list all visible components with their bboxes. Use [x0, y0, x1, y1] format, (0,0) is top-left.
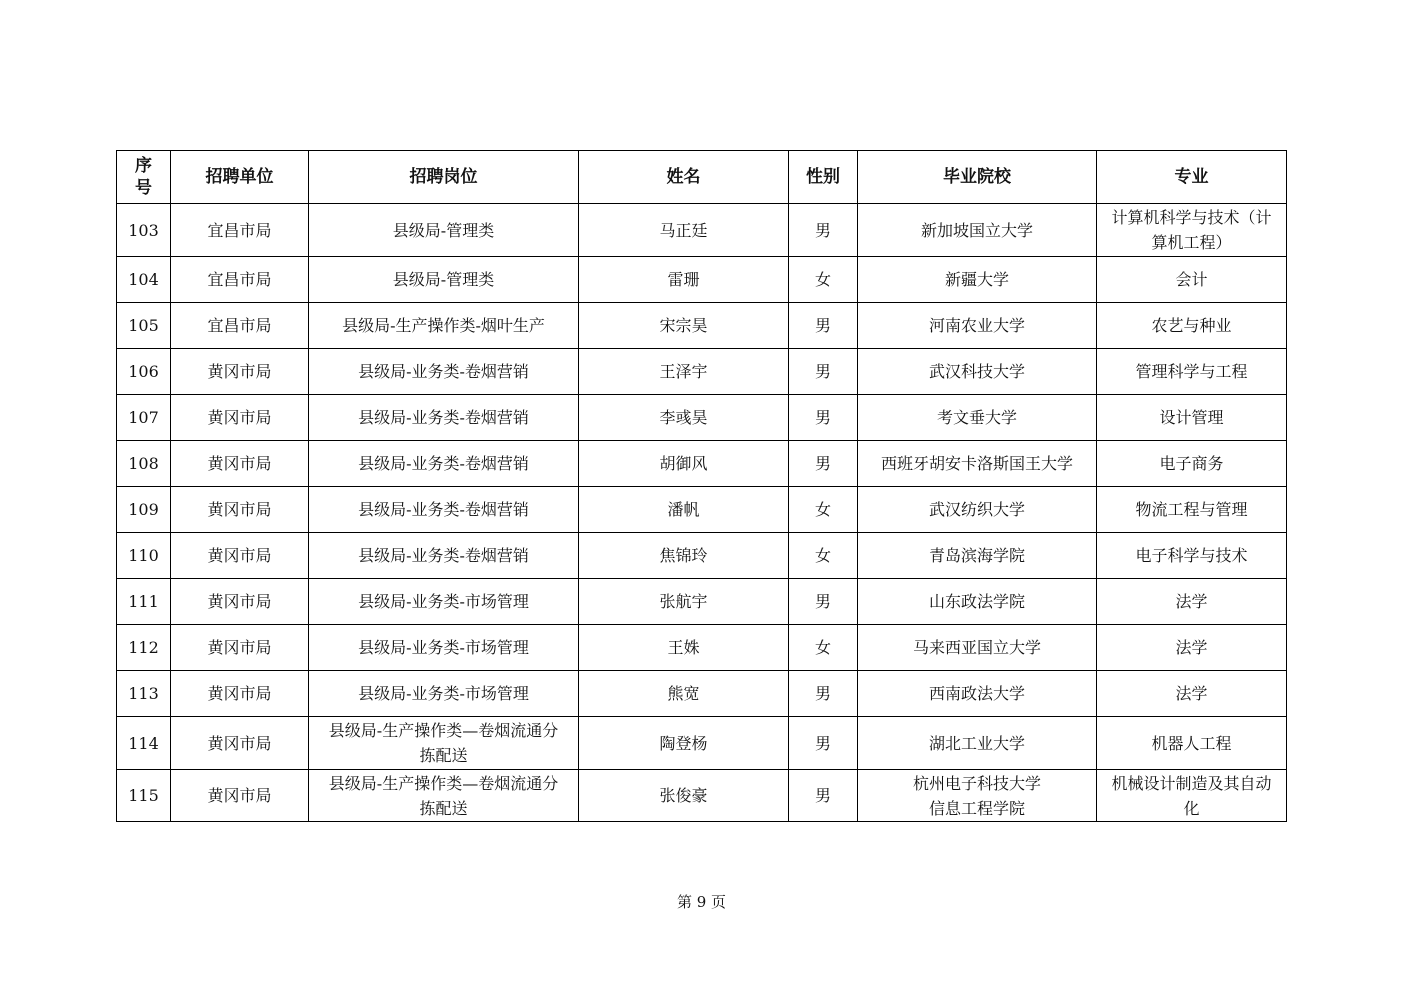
cell-index: 107 — [117, 395, 171, 441]
cell-name: 王泽宇 — [579, 349, 789, 395]
cell-unit: 黄冈市局 — [171, 349, 309, 395]
cell-school: 新加坡国立大学 — [858, 204, 1097, 257]
cell-name: 张航宇 — [579, 579, 789, 625]
cell-school: 马来西亚国立大学 — [858, 625, 1097, 671]
cell-school: 山东政法学院 — [858, 579, 1097, 625]
cell-school: 河南农业大学 — [858, 303, 1097, 349]
cell-unit: 黄冈市局 — [171, 717, 309, 770]
cell-school: 武汉科技大学 — [858, 349, 1097, 395]
cell-gender: 男 — [789, 579, 858, 625]
cell-position: 县级局-业务类-卷烟营销 — [309, 395, 579, 441]
cell-index: 113 — [117, 671, 171, 717]
cell-index: 110 — [117, 533, 171, 579]
cell-major: 会计 — [1097, 257, 1287, 303]
cell-unit: 宜昌市局 — [171, 257, 309, 303]
cell-position: 县级局-业务类-卷烟营销 — [309, 533, 579, 579]
cell-name: 李彧昊 — [579, 395, 789, 441]
cell-index: 104 — [117, 257, 171, 303]
cell-school: 新疆大学 — [858, 257, 1097, 303]
header-major: 专业 — [1097, 151, 1287, 204]
cell-major: 农艺与种业 — [1097, 303, 1287, 349]
cell-school: 西南政法大学 — [858, 671, 1097, 717]
header-unit: 招聘单位 — [171, 151, 309, 204]
cell-unit: 黄冈市局 — [171, 625, 309, 671]
cell-gender: 男 — [789, 349, 858, 395]
header-index: 序号 — [117, 151, 171, 204]
cell-name: 宋宗昊 — [579, 303, 789, 349]
recruitment-table — [116, 150, 1287, 822]
cell-position: 县级局-业务类-卷烟营销 — [309, 487, 579, 533]
cell-name: 陶登杨 — [579, 717, 789, 770]
table-row — [117, 395, 1287, 441]
cell-gender: 女 — [789, 625, 858, 671]
header-school: 毕业院校 — [858, 151, 1097, 204]
cell-unit: 黄冈市局 — [171, 770, 309, 822]
table-row — [117, 257, 1287, 303]
cell-gender: 男 — [789, 395, 858, 441]
table-header-row — [117, 151, 1287, 204]
cell-position: 县级局-管理类 — [309, 204, 579, 257]
cell-major: 管理科学与工程 — [1097, 349, 1287, 395]
cell-index: 115 — [117, 770, 171, 822]
cell-position: 县级局-业务类-市场管理 — [309, 579, 579, 625]
table-row — [117, 303, 1287, 349]
cell-position: 县级局-业务类-市场管理 — [309, 671, 579, 717]
table-row — [117, 717, 1287, 770]
cell-name: 熊宽 — [579, 671, 789, 717]
cell-gender: 女 — [789, 533, 858, 579]
cell-school: 西班牙胡安卡洛斯国王大学 — [858, 441, 1097, 487]
cell-school: 青岛滨海学院 — [858, 533, 1097, 579]
cell-school: 杭州电子科技大学信息工程学院 — [858, 770, 1097, 822]
cell-major: 设计管理 — [1097, 395, 1287, 441]
cell-gender: 男 — [789, 204, 858, 257]
cell-name: 雷珊 — [579, 257, 789, 303]
cell-name: 王姝 — [579, 625, 789, 671]
table-row — [117, 770, 1287, 822]
cell-index: 103 — [117, 204, 171, 257]
cell-gender: 男 — [789, 303, 858, 349]
cell-major: 电子科学与技术 — [1097, 533, 1287, 579]
table-row — [117, 349, 1287, 395]
cell-name: 胡御风 — [579, 441, 789, 487]
cell-major: 机器人工程 — [1097, 717, 1287, 770]
cell-gender: 男 — [789, 671, 858, 717]
cell-major: 机械设计制造及其自动化 — [1097, 770, 1287, 822]
table-row — [117, 671, 1287, 717]
page-number: 第 9 页 — [676, 893, 727, 911]
table-row — [117, 625, 1287, 671]
cell-index: 109 — [117, 487, 171, 533]
cell-unit: 黄冈市局 — [171, 671, 309, 717]
cell-index: 114 — [117, 717, 171, 770]
cell-name: 张俊豪 — [579, 770, 789, 822]
cell-gender: 男 — [789, 717, 858, 770]
cell-position: 县级局-管理类 — [309, 257, 579, 303]
cell-unit: 宜昌市局 — [171, 204, 309, 257]
cell-position: 县级局-生产操作类—卷烟流通分拣配送 — [309, 717, 579, 770]
table-row — [117, 441, 1287, 487]
table-row — [117, 533, 1287, 579]
cell-position: 县级局-业务类-卷烟营销 — [309, 349, 579, 395]
cell-school: 考文垂大学 — [858, 395, 1097, 441]
table-row — [117, 579, 1287, 625]
cell-position: 县级局-生产操作类-烟叶生产 — [309, 303, 579, 349]
cell-major: 电子商务 — [1097, 441, 1287, 487]
cell-gender: 女 — [789, 257, 858, 303]
cell-position: 县级局-生产操作类—卷烟流通分拣配送 — [309, 770, 579, 822]
cell-gender: 男 — [789, 770, 858, 822]
cell-index: 111 — [117, 579, 171, 625]
cell-school: 湖北工业大学 — [858, 717, 1097, 770]
cell-major: 计算机科学与技术（计算机工程） — [1097, 204, 1287, 257]
cell-index: 108 — [117, 441, 171, 487]
cell-unit: 黄冈市局 — [171, 441, 309, 487]
cell-position: 县级局-业务类-卷烟营销 — [309, 441, 579, 487]
cell-unit: 宜昌市局 — [171, 303, 309, 349]
cell-school: 武汉纺织大学 — [858, 487, 1097, 533]
cell-name: 潘帆 — [579, 487, 789, 533]
cell-name: 焦锦玲 — [579, 533, 789, 579]
cell-major: 法学 — [1097, 671, 1287, 717]
cell-unit: 黄冈市局 — [171, 533, 309, 579]
cell-gender: 女 — [789, 487, 858, 533]
header-gender: 性别 — [789, 151, 858, 204]
cell-gender: 男 — [789, 441, 858, 487]
cell-major: 法学 — [1097, 625, 1287, 671]
cell-index: 105 — [117, 303, 171, 349]
cell-major: 法学 — [1097, 579, 1287, 625]
table-row — [117, 204, 1287, 257]
cell-major: 物流工程与管理 — [1097, 487, 1287, 533]
cell-name: 马正廷 — [579, 204, 789, 257]
header-name: 姓名 — [579, 151, 789, 204]
cell-index: 112 — [117, 625, 171, 671]
cell-position: 县级局-业务类-市场管理 — [309, 625, 579, 671]
cell-index: 106 — [117, 349, 171, 395]
cell-unit: 黄冈市局 — [171, 487, 309, 533]
cell-unit: 黄冈市局 — [171, 579, 309, 625]
header-position: 招聘岗位 — [309, 151, 579, 204]
table-row — [117, 487, 1287, 533]
cell-unit: 黄冈市局 — [171, 395, 309, 441]
